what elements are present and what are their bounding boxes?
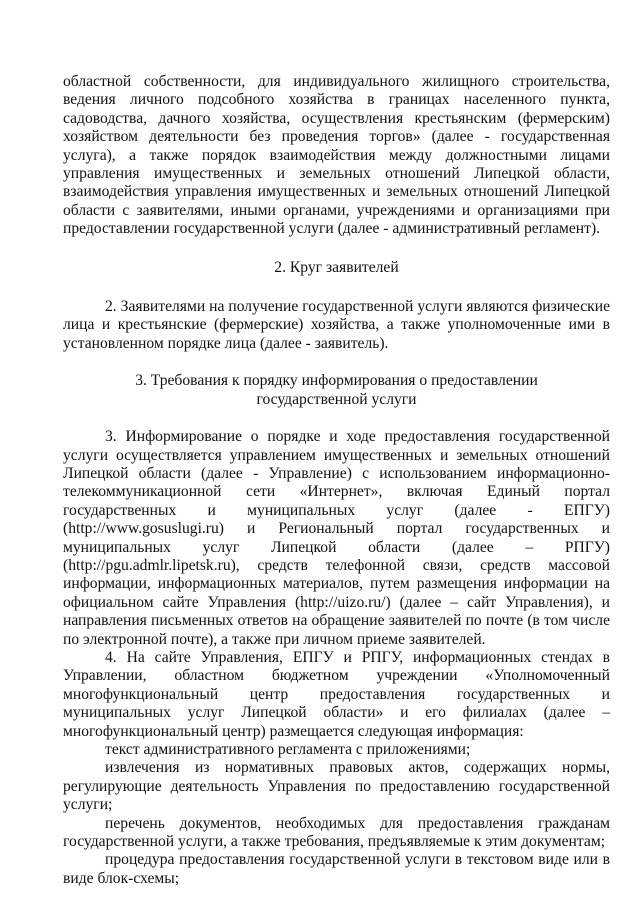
document-body: [63, 73, 610, 888]
intro-paragraph: областной собственности, для индивидуального жилищного строительства, ведения личного подсобного хозяйства в границах населенного пункта, садоводства, дачного хозяйства, осуществления крестьянским (фермерским) хозяйством деятельности без проведения торгов» (далее - государственная услуга), а также порядок взаимодействия между должностными лицами управления имущественных и земельных отношений Липецкой области, взаимодействия управления имущественных и земельных отношений Липецкой области с заявителями, иными органами, учреждениями и организациями при предоставлении государственной услуги (далее - административный регламент).: [63, 73, 610, 238]
section-heading-applicants: 2. Круг заявителей: [274, 258, 399, 276]
list-item: текст административного регламента с приложениями;: [105, 741, 471, 758]
paragraph-placement: 4. На сайте Управления, ЕПГУ и РПГУ, информационных стендах в Управлении, областном бюджетном учреждении «Уполномоченный многофункциональный центр предоставления государственных и муниципальных услуг Липецкой области» и его филиалах (далее – многофункциональный центр) размещается следующая информация:: [63, 648, 610, 740]
section-heading-information-line1: 3. Требования к порядку информирования о предоставлении: [135, 372, 538, 390]
section-heading-information-line2: государственной услуги: [256, 390, 417, 408]
list-item: извлечения из нормативных правовых актов, содержащих нормы, регулирующие деятельность Управления по предоставлению государственной услуги;: [63, 759, 610, 814]
list-item: процедура предоставления государственной услуги в текстовом виде или в виде блок-схемы;: [63, 851, 610, 887]
list-item: перечень документов, необходимых для предоставления гражданам государственной услуги, а также требования, предъявляемые к этим документам;: [63, 814, 610, 851]
paragraph-applicants: 2. Заявителями на получение государственной услуги являются физические лица и крестьянские (фермерские) хозяйства, а также уполномоченные ими в установленном порядке лица (далее - заявитель).: [63, 298, 610, 352]
paragraph-informing: 3. Информирование о порядке и ходе предоставления государственной услуги осуществляется управлением имущественных и земельных отношений Липецкой области (далее - Управление) с использованием информационно-телекоммуникационной сети «Интернет», включая Единый портал государственных и муниципальных услуг (далее - ЕПГУ) (http://www.gosuslugi.ru) и Региональный портал государственных и муниципальных услуг Липецкой области (далее – РПГУ) (http://pgu.admlr.lipetsk.ru), средств телефонной связи, средств массовой информации, информационных материалов, путем размещения информации на официальном сайте Управления (http://uizo.ru/) (далее – сайт Управления), и направления письменных ответов на обращение заявителей по почте (в том числе по электронной почте), а также при личном приеме заявителей.: [63, 428, 610, 648]
